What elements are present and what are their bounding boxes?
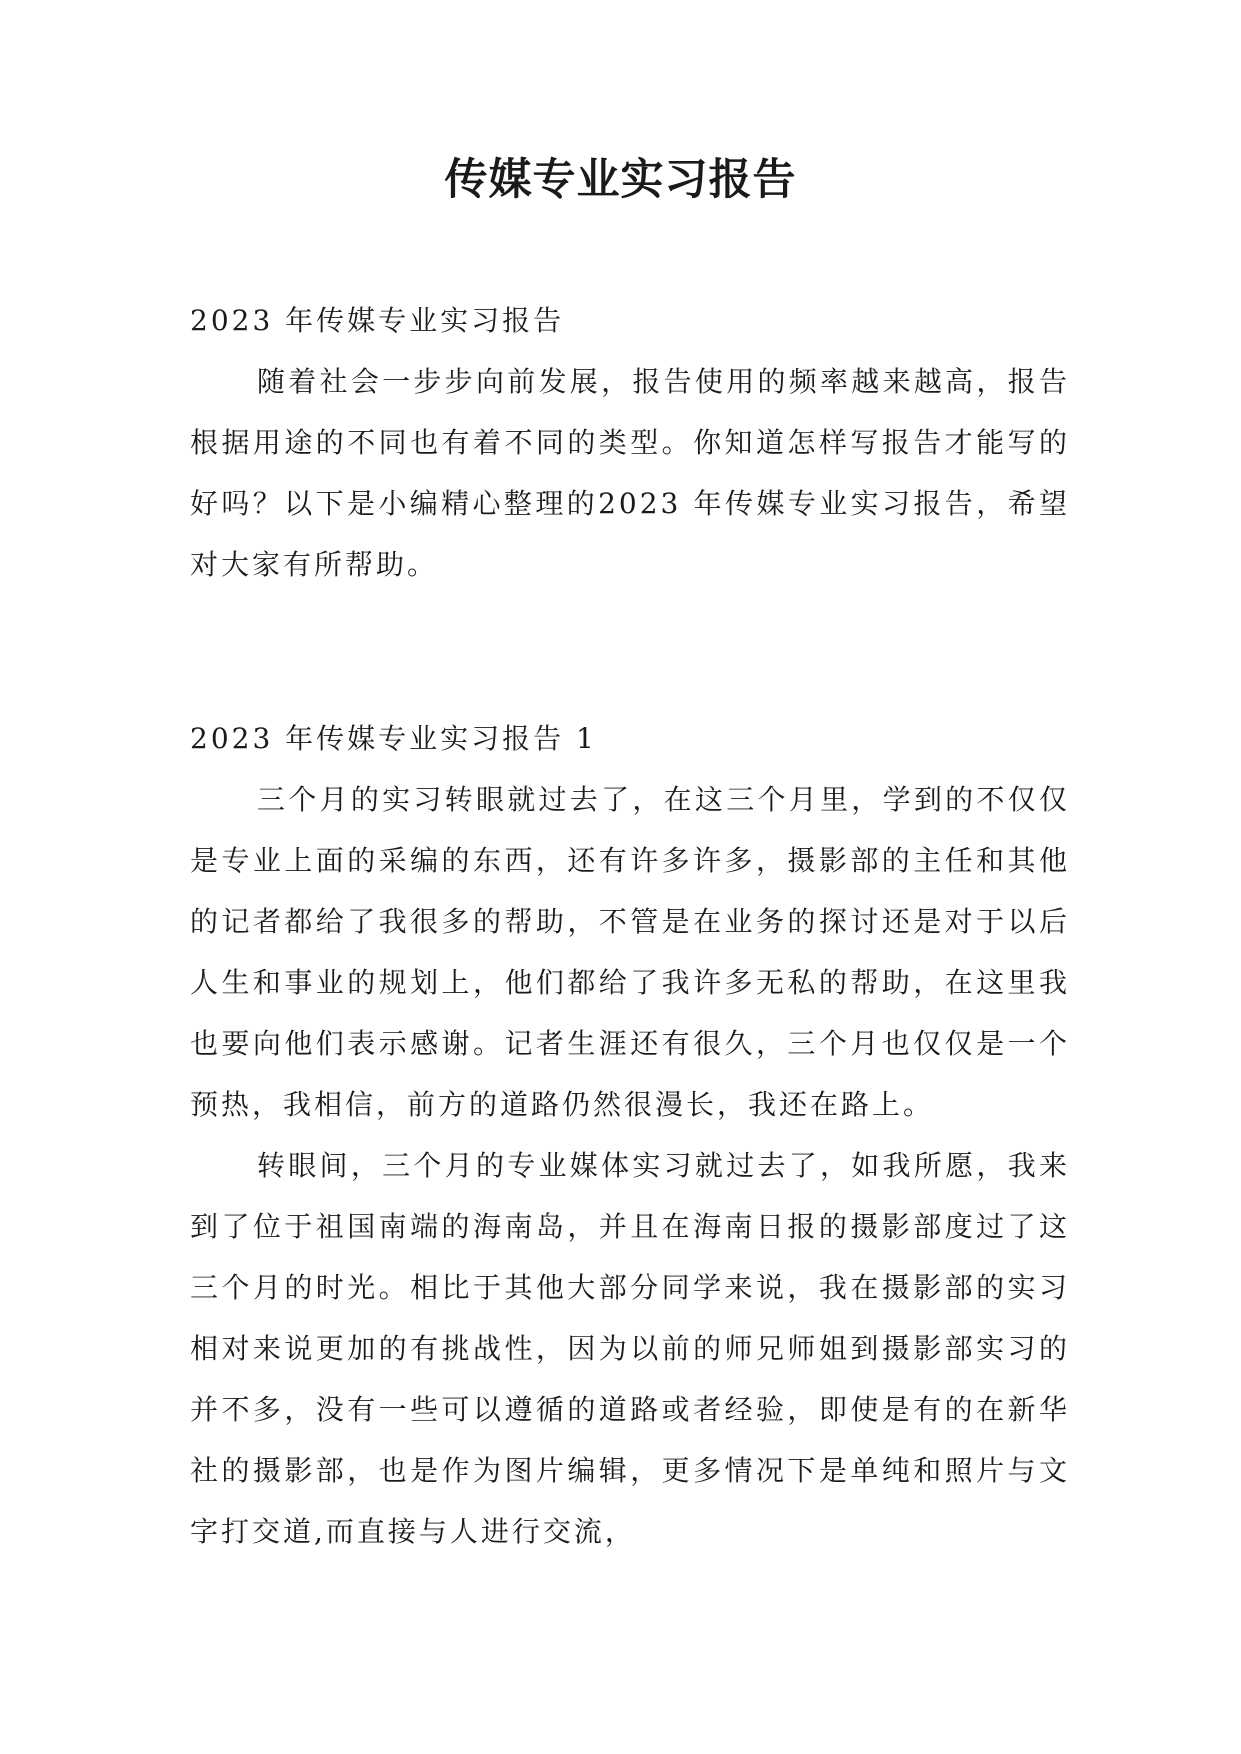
intro-paragraph: 随着社会一步步向前发展，报告使用的频率越来越高，报告根据用途的不同也有着不同的类型。你知道怎样写报告才能写的好吗？以下是小编精心整理的2023 年传媒专业实习报告，希望对大家有所帮助。 bbox=[190, 365, 1070, 581]
intro-heading: 2023 年传媒专业实习报告 bbox=[190, 304, 565, 337]
document-title: 传媒专业实习报告 bbox=[444, 155, 797, 205]
section1-heading: 2023 年传媒专业实习报告 1 bbox=[190, 722, 597, 755]
section1-paragraph-1: 三个月的实习转眼就过去了，在这三个月里，学到的不仅仅是专业上面的采编的东西，还有许多许多，摄影部的主任和其他的记者都给了我很多的帮助，不管是在业务的探讨还是对于以后人生和事业的规划上，他们都给了我许多无私的帮助，在这里我也要向他们表示感谢。记者生涯还有很久，三个月也仅仅是一个预热，我相信，前方的道路仍然很漫长，我还在路上。 bbox=[190, 783, 1070, 1121]
section-spacer bbox=[190, 595, 1070, 708]
section1-paragraph-2: 转眼间，三个月的专业媒体实习就过去了，如我所愿，我来到了位于祖国南端的海南岛，并且在海南日报的摄影部度过了这三个月的时光。相比于其他大部分同学来说，我在摄影部的实习相对来说更加的有挑战性，因为以前的师兄师姐到摄影部实习的并不多，没有一些可以遵循的道路或者经验，即使是有的在新华社的摄影部，也是作为图片编辑，更多情况下是单纯和照片与文字打交道,而直接与人进行交流， bbox=[190, 1149, 1070, 1548]
document-body bbox=[190, 290, 1070, 1562]
